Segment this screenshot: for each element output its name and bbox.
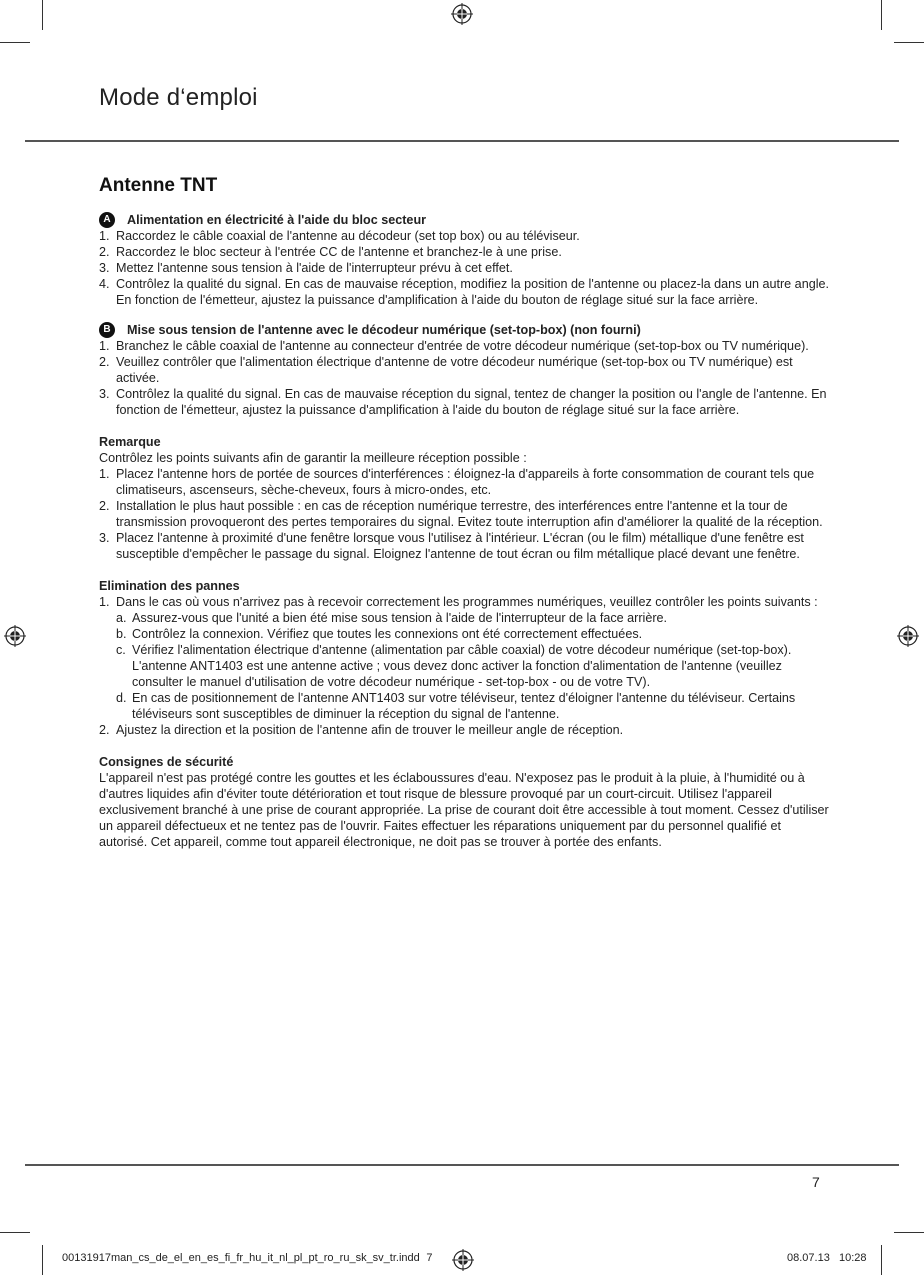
registration-mark-icon xyxy=(4,625,26,647)
securite-title: Consignes de sécurité xyxy=(99,755,234,769)
pannes-list xyxy=(99,594,829,738)
crop-mark xyxy=(881,0,882,30)
page-title: Mode d‘emploi xyxy=(99,84,258,111)
list-item: 3. Contrôlez la qualité du signal. En cas de mauvaise réception du signal, tentez de changer la position ou l'angle de l'antenne. En fonction de l'émetteur, ajustez la puissance d'amplification à l'aide du bouton de réglage situé sur la face arrière. xyxy=(99,387,827,417)
footer-divider xyxy=(25,1164,899,1166)
list-item: 2. Ajustez la direction et la position de l'antenne afin de trouver le meilleur angle de réception. xyxy=(99,723,624,737)
crop-mark xyxy=(881,1245,882,1275)
footer-filename: 00131917man_cs_de_el_en_es_fi_fr_hu_it_nl_pl_pt_ro_ru_sk_sv_tr.indd 7 xyxy=(62,1252,433,1264)
remarque-list xyxy=(99,466,829,562)
section-a xyxy=(99,212,829,308)
pannes-title: Elimination des pannes xyxy=(99,579,240,593)
list-item: 1. Placez l'antenne hors de portée de sources d'interférences : éloignez-la d'appareils à forte consommation de courant tels que climatiseurs, ascenseurs, sèche-cheveux, fours à micro-ondes, etc. xyxy=(99,467,815,497)
registration-mark-icon xyxy=(897,625,919,647)
header-divider xyxy=(25,140,899,142)
section-badge-b: B xyxy=(99,322,115,338)
section-a-heading xyxy=(99,212,829,228)
section-b-title: Mise sous tension de l'antenne avec le décodeur numérique (set-top-box) (non fourni) xyxy=(127,323,641,337)
list-item: 2. Veuillez contrôler que l'alimentation électrique d'antenne de votre décodeur numérique (set-top-box ou TV numérique) est activée. xyxy=(99,355,793,385)
securite-section xyxy=(99,754,829,850)
crop-mark xyxy=(0,42,30,43)
list-item: 4. Contrôlez la qualité du signal. En cas de mauvaise réception, modifiez la position de l'antenne ou placez-la dans un autre angle. En fonction de l'émetteur, ajustez la puissance d'amplification à l'aide du bouton de réglage situé sur la face arrière. xyxy=(99,277,829,307)
registration-mark-icon xyxy=(451,3,473,25)
list-item: 1. Branchez le câble coaxial de l'antenne au connecteur d'entrée de votre décodeur numérique (set-top-box ou TV numérique). xyxy=(99,339,809,353)
registration-mark-icon xyxy=(452,1249,474,1271)
section-b-heading xyxy=(99,322,829,338)
footer-timestamp: 08.07.13 10:28 xyxy=(787,1252,867,1264)
list-item: 2. Installation le plus haut possible : en cas de réception numérique terrestre, des interférences entre l'antenne et la tour de transmission provoqueront des pertes temporaires du signal. Evitez toute interruption afin d'améliorer la qualité de la réception. xyxy=(99,499,823,529)
page-number: 7 xyxy=(812,1174,820,1190)
section-b xyxy=(99,322,829,418)
section-a-title: Alimentation en électricité à l'aide du bloc secteur xyxy=(127,213,427,227)
list-item: 1. Dans le cas où vous n'arrivez pas à recevoir correctement les programmes numériques, veuillez contrôler les points suivants : xyxy=(99,595,818,609)
list-item: 3. Placez l'antenne à proximité d'une fenêtre lorsque vous l'utilisez à l'intérieur. L'écran (ou le film) métallique d'une fenêtre est susceptible d'empêcher le passage du signal. Eloignez l'antenne de tout écran ou film métallique placé devant une fenêtre. xyxy=(99,531,804,561)
crop-mark xyxy=(894,1232,924,1233)
section-heading: Antenne TNT xyxy=(99,175,218,196)
sub-list-item: c. Vérifiez l'alimentation électrique d'antenne (alimentation par câble coaxial) de votre décodeur numérique (set-top-box). L'antenne ANT1403 est une antenne active ; vous devez donc activer la fonction d'alimentation de l'antenne (veuillez consulter le manuel d'utilisation de votre décodeur numérique - set-top-box - ou de votre TV). xyxy=(116,643,792,689)
crop-mark xyxy=(0,1232,30,1233)
crop-mark xyxy=(42,0,43,30)
remarque-intro: Contrôlez les points suivants afin de garantir la meilleure réception possible : xyxy=(99,451,527,465)
crop-mark xyxy=(894,42,924,43)
remarque-title: Remarque xyxy=(99,435,161,449)
list-item: 3. Mettez l'antenne sous tension à l'aide de l'interrupteur prévu à cet effet. xyxy=(99,261,513,275)
crop-mark xyxy=(42,1245,43,1275)
section-a-list xyxy=(99,228,829,308)
pannes-section xyxy=(99,578,829,738)
sub-list-item: a. Assurez-vous que l'unité a bien été mise sous tension à l'aide de l'interrupteur de la face arrière. xyxy=(116,611,668,625)
main-content xyxy=(99,174,829,864)
securite-text: L'appareil n'est pas protégé contre les gouttes et les éclaboussures d'eau. N'exposez pas le produit à la pluie, à l'humidité ou à d'autres liquides afin d'éviter toute détérioration et tout risque de blessure provoqué par un court-circuit. Utilisez l'appareil exclusivement branché à une prise de courant appropriée. La prise de courant doit être accessible à tout moment. Cessez d'utiliser un appareil défectueux et ne tentez pas de l'ouvrir. Faites effectuer les réparations uniquement par du personnel qualifié et autorisé. Cet appareil, comme tout appareil électronique, ne doit pas se trouver à portée des enfants. xyxy=(99,771,829,849)
list-item: 2. Raccordez le bloc secteur à l'entrée CC de l'antenne et branchez-le à une prise. xyxy=(99,245,562,259)
section-badge-a: A xyxy=(99,212,115,228)
sub-list-item: b. Contrôlez la connexion. Vérifiez que toutes les connexions ont été correctement effectuées. xyxy=(116,627,643,641)
section-b-list xyxy=(99,338,829,418)
list-item: 1. Raccordez le câble coaxial de l'antenne au décodeur (set top box) ou au téléviseur. xyxy=(99,229,580,243)
remarque-section xyxy=(99,434,829,562)
sub-list-item: d. En cas de positionnement de l'antenne ANT1403 sur votre téléviseur, tentez d'éloigner l'antenne du téléviseur. Certains téléviseurs sont susceptibles de diminuer la réception du signal de l'antenne. xyxy=(116,691,796,721)
